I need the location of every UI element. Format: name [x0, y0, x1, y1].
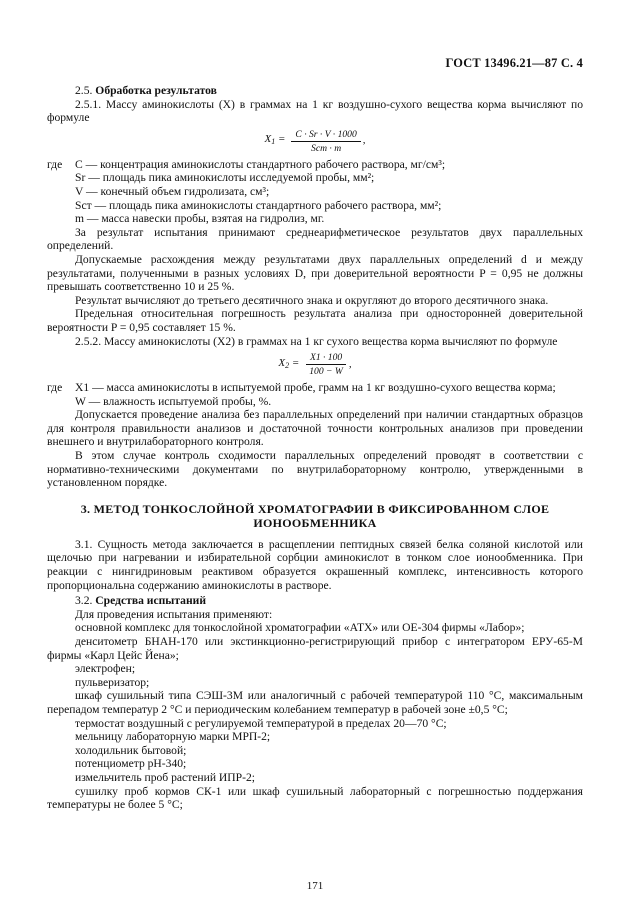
- paragraph-relative-error: Предельная относительная погрешность результата анализа при односторонней доверительной вероятности P = 0,95 составляет 15 %.: [47, 307, 583, 334]
- where-item: [47, 395, 583, 409]
- formula-x2: [47, 352, 583, 377]
- subsection-number: 3.2.: [75, 594, 93, 608]
- list-item: холодильник бытовой;: [75, 743, 187, 757]
- where-item: [47, 185, 583, 199]
- paragraph-3-1: 3.1. Сущность метода заключается в расщеплении пептидных связей белка соляной кислотой или щелочью при нагревании и избирательной сорбции аминокислот в тонком слое ионообменника. При реакции с нингидриновым реактивом образуется окрашенный комплекс, интенсивность которого пропорциональна содержанию аминокислоты в растворе.: [47, 537, 583, 592]
- equipment-list: [47, 621, 583, 811]
- list-item: потенциометр рН-340;: [75, 757, 187, 771]
- formula-x1-subscript: 1: [271, 137, 276, 147]
- formula-x2-fraction: [305, 352, 347, 377]
- list-item: денситометр БНАН-170 или экстинкционно-регистрирующий прибор с интегратором ЕРУ-65-М фирмы «Карл Цейс Йена»;: [47, 635, 583, 662]
- paragraph-3-2-intro: Для проведения испытания применяют:: [75, 607, 273, 621]
- formula-x1-equals: =: [277, 133, 286, 146]
- page-number: 171: [306, 880, 324, 892]
- where-text: C — концентрация аминокислоты стандартного рабочего раствора, мг/см³;: [75, 157, 446, 171]
- formula-x2-lhs: [278, 357, 299, 373]
- paragraph-result: За результат испытания принимают среднеарифметическое результатов двух параллельных определений.: [47, 225, 583, 253]
- list-item: основной комплекс для тонкослойной хроматографии «АТХ» или ОЕ-304 фирмы «Лабор»;: [75, 621, 525, 635]
- subsection-heading-2-5: [47, 84, 583, 98]
- formula-x1-denominator: Scт · m: [311, 142, 342, 154]
- list-item: термостат воздушный с регулируемой температурой в пределах 20—70 °С;: [75, 716, 447, 730]
- list-item: электрофен;: [75, 662, 136, 676]
- formula-x1-lhs: [264, 133, 285, 149]
- where-item: [47, 199, 583, 213]
- page-header: ГОСТ 13496.21—87 С. 4: [445, 56, 583, 70]
- where-item: [47, 158, 583, 172]
- paragraph-no-parallel: Допускается проведение анализа без параллельных определений при наличии стандартных образцов для контроля правильности анализов и достаточной точности контрольных анализов при проведении внешнего и внутрилабораторного контроля.: [47, 408, 583, 449]
- list-item: измельчитель проб растений ИПР-2;: [75, 770, 255, 784]
- page-content: [47, 82, 583, 812]
- formula-x1-fraction: [291, 129, 360, 154]
- list-item: шкаф сушильный типа СЭШ-3М или аналогичный с рабочей температурой 110 °С, максимальным перепадом температур 2 °С и периодическим колебанием температур в рабочей зоне ±0,5 °С;: [47, 689, 583, 716]
- where-item: [47, 171, 583, 185]
- paragraph-2-5-2: 2.5.2. Массу аминокислоты (X2) в граммах на 1 кг сухого вещества корма вычисляют по формуле: [75, 334, 558, 348]
- formula-x2-subscript: 2: [285, 360, 290, 370]
- where-list-1: [47, 158, 583, 226]
- where-text: X1 — масса аминокислоты в испытуемой пробе, грамм на 1 кг воздушно-сухого вещества корма;: [75, 381, 556, 395]
- where-list-2: [47, 381, 583, 408]
- section-3-title: 3. МЕТОД ТОНКОСЛОЙНОЙ ХРОМАТОГРАФИИ В ФИКСИРОВАННОМ СЛОЕ ИОНООБМЕННИКА: [80, 501, 550, 530]
- formula-x1-symbol: X: [264, 133, 272, 146]
- formula-x1: [47, 129, 583, 154]
- list-item: пульверизатор;: [75, 675, 150, 689]
- where-label: где: [47, 157, 63, 171]
- formula-x2-equals: =: [291, 356, 300, 369]
- where-text: V — конечный объем гидролизата, см³;: [75, 184, 270, 198]
- formula-x2-tail: ,: [348, 357, 352, 370]
- formula-x2-denominator: 100 − W: [309, 366, 343, 378]
- subsection-title: Средства испытаний: [95, 594, 207, 608]
- list-item: сушилку проб кормов СК-1 или шкаф сушильный лабораторный с погрешностью поддержания температуры не более 5 °С;: [47, 784, 583, 812]
- paragraph-allowable-deviation: Допускаемые расхождения между результатами двух параллельных определений d и между результатами, полученными в разных условиях D, при доверительной вероятности P = 0,95 не должны превышать соответственно 10 и 25 %.: [47, 252, 583, 294]
- paragraph-2-5-1: 2.5.1. Массу аминокислоты (X) в граммах на 1 кг воздушно-сухого вещества корма вычисляют по формуле: [47, 97, 583, 125]
- where-item: [47, 381, 583, 395]
- paragraph-rounding: Результат вычисляют до третьего десятичного знака и округляют до второго десятичного знака.: [75, 293, 549, 307]
- where-item: [47, 212, 583, 226]
- paragraph-control: В этом случае контроль сходимости параллельных определений проводят в соответствии с нормативно-техническими документами по внутрилабораторному контролю, утвержденными в установленном порядке.: [47, 449, 583, 490]
- subsection-title: Обработка результатов: [95, 84, 217, 97]
- subsection-heading-3-2: [47, 594, 583, 608]
- where-text: m — масса навески пробы, взятая на гидролиз, мг.: [75, 212, 325, 226]
- where-label: где: [47, 381, 63, 395]
- subsection-number: 2.5.: [75, 84, 93, 97]
- where-text: W — влажность испытуемой пробы, %.: [75, 394, 272, 408]
- where-text: Sr — площадь пика аминокислоты исследуемой пробы, мм²;: [75, 171, 375, 185]
- formula-x1-numerator: C · Sr · V · 1000: [291, 129, 360, 142]
- where-text: Sст — площадь пика аминокислоты стандартного рабочего раствора, мм²;: [75, 198, 442, 212]
- list-item: мельницу лабораторную марки МРП-2;: [75, 730, 271, 744]
- formula-x2-numerator: X1 · 100: [306, 352, 346, 365]
- formula-x1-tail: ,: [362, 134, 366, 147]
- formula-x2-symbol: X: [278, 356, 286, 369]
